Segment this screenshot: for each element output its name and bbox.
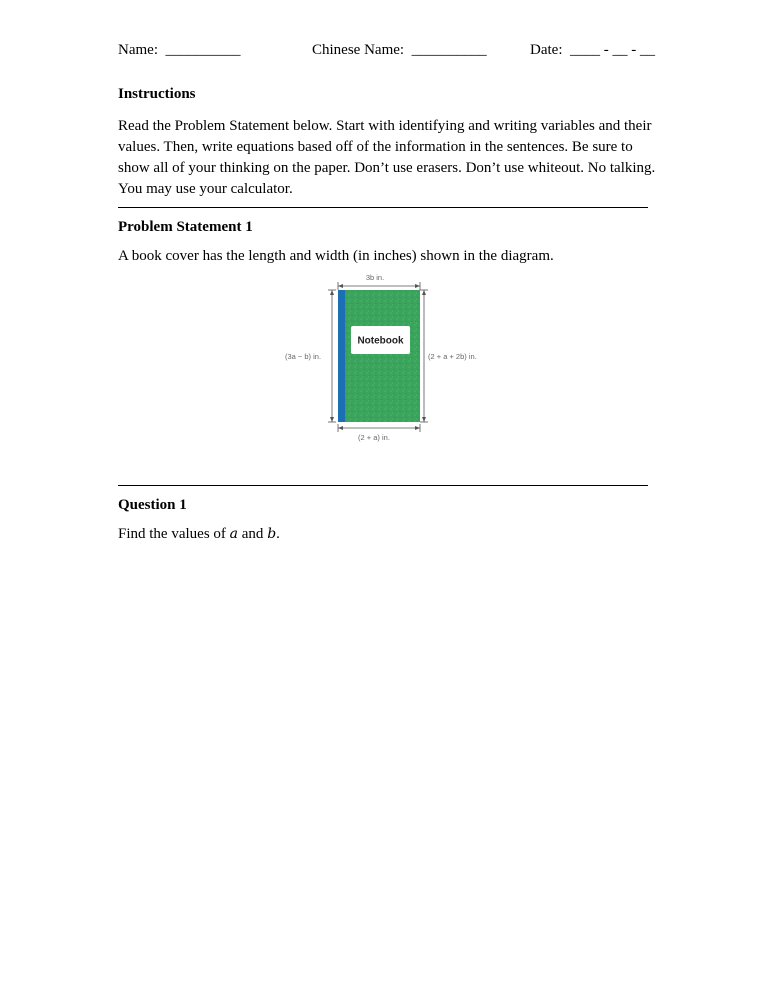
instructions-body: Read the Problem Statement below. Start with identifying and writing variables and their values. Then, write equations based off of the information in the sentences. Be sure to show all of your thinking on the paper. Don’t use erasers. Don’t use whiteout. No talking. You may use your calculator. [118, 118, 656, 197]
problem-heading: Problem Statement 1 [118, 219, 253, 235]
chinese-name-field [312, 42, 487, 59]
question-text [118, 524, 658, 545]
chinese-name-blank: __________ [411, 42, 487, 58]
right-dimension-label: (2 + a + 2b) in. [428, 352, 477, 361]
bottom-dimension-label: (2 + a) in. [358, 433, 390, 442]
name-label: Name: [118, 42, 158, 58]
chinese-name-label: Chinese Name: [312, 42, 405, 58]
left-dimension-label: (3a − b) in. [285, 352, 322, 361]
name-blank: __________ [165, 42, 241, 58]
name-field [118, 42, 240, 59]
problem-body: A book cover has the length and width (in inches) shown in the diagram. [118, 248, 554, 264]
notebook-label-text: Notebook [357, 335, 404, 347]
variable-a: a [229, 526, 239, 542]
date-label: Date: [530, 42, 563, 58]
question-text-before: Find the values of [118, 526, 226, 542]
date-field [530, 42, 655, 59]
question-heading: Question 1 [118, 497, 187, 513]
instructions-heading: Instructions [118, 86, 196, 102]
notebook-spine [338, 290, 345, 422]
date-blank: ____ - __ - __ [569, 42, 655, 58]
question-text-end: . [276, 526, 280, 542]
top-dimension-label: 3b in. [365, 273, 385, 282]
question-text-mid: and [241, 526, 264, 542]
notebook-diagram [270, 270, 490, 460]
divider [118, 207, 648, 208]
divider [118, 485, 648, 486]
variable-b: b [267, 526, 277, 542]
